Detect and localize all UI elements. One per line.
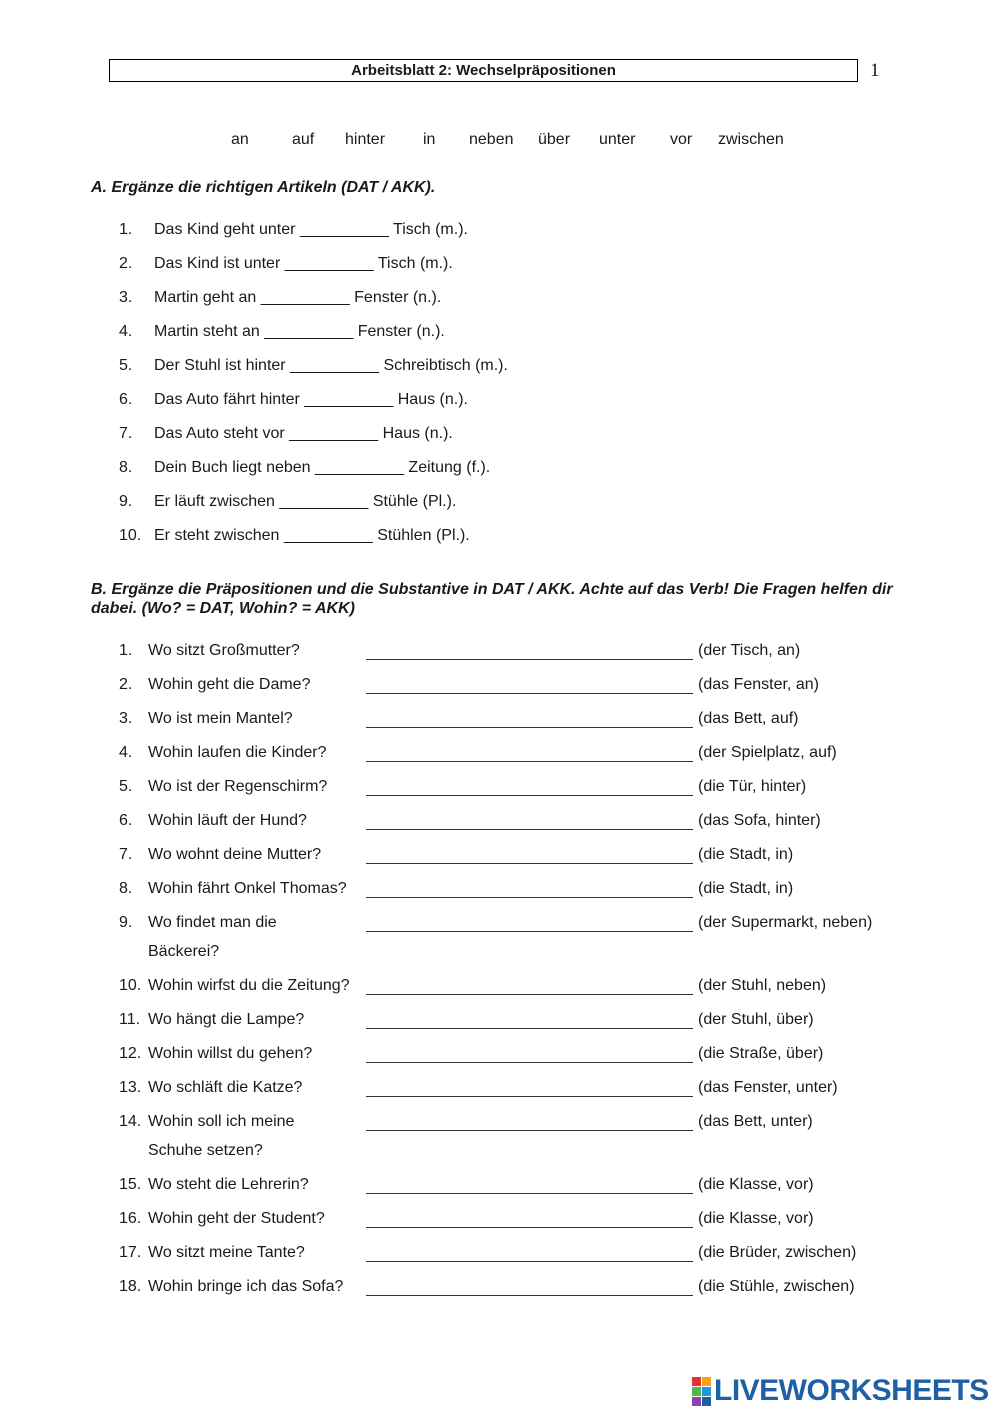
item-number: 9.: [119, 493, 133, 510]
item-question: Wohin läuft der Hund?: [148, 812, 307, 829]
item-number: 4.: [119, 323, 133, 340]
item-hint: (das Fenster, unter): [698, 1079, 838, 1096]
item-hint: (das Bett, auf): [698, 710, 799, 727]
answer-blank[interactable]: [366, 761, 693, 762]
word-bank-item: an: [231, 131, 249, 148]
item-question: Wo ist der Regenschirm?: [148, 778, 328, 795]
item-text: Er läuft zwischen __________ Stühle (Pl.).: [154, 493, 457, 510]
worksheet-title: Arbeitsblatt 2: Wechselpräpositionen: [109, 59, 858, 82]
item-number: 8.: [119, 459, 133, 476]
liveworksheets-logo: [692, 1375, 989, 1407]
item-number: 9.: [119, 914, 133, 931]
word-bank-item: zwischen: [718, 131, 784, 148]
item-number: 1.: [119, 221, 133, 238]
word-bank-item: neben: [469, 131, 514, 148]
item-question: Wohin soll ich meine Schuhe setzen?: [148, 1113, 295, 1159]
answer-blank[interactable]: [366, 693, 693, 694]
section-b-heading: B. Ergänze die Präpositionen und die Substantive in DAT / AKK. Achte auf das Verb! Die Fragen helfen dir dabei. (Wo? = DAT, Wohin? = AKK): [91, 581, 893, 617]
answer-blank[interactable]: [366, 1130, 693, 1131]
item-hint: (der Stuhl, über): [698, 1011, 814, 1028]
answer-blank[interactable]: [366, 659, 693, 660]
item-hint: (die Straße, über): [698, 1045, 824, 1062]
answer-blank[interactable]: [366, 1261, 693, 1262]
item-number: 10.: [119, 977, 142, 994]
word-bank-item: über: [538, 131, 571, 148]
answer-blank[interactable]: [366, 727, 693, 728]
item-number: 12.: [119, 1045, 142, 1062]
item-question: Wohin laufen die Kinder?: [148, 744, 327, 761]
item-number: 4.: [119, 744, 133, 761]
item-number: 5.: [119, 357, 133, 374]
answer-blank[interactable]: [366, 1062, 693, 1063]
answer-blank[interactable]: [366, 1028, 693, 1029]
word-bank-item: in: [423, 131, 436, 148]
item-text: Das Auto steht vor __________ Haus (n.).: [154, 425, 453, 442]
item-question: Wohin willst du gehen?: [148, 1045, 313, 1062]
item-question: Wohin bringe ich das Sofa?: [148, 1278, 344, 1295]
logo-mark-icon: [692, 1377, 711, 1406]
item-question: Wo findet man die Bäckerei?: [148, 914, 277, 960]
item-number: 17.: [119, 1244, 142, 1261]
item-number: 18.: [119, 1278, 142, 1295]
item-hint: (die Tür, hinter): [698, 778, 807, 795]
logo-block: [702, 1387, 711, 1396]
logo-block: [702, 1397, 711, 1406]
answer-blank[interactable]: [366, 1193, 693, 1194]
item-number: 2.: [119, 255, 133, 272]
item-number: 13.: [119, 1079, 142, 1096]
item-hint: (die Stadt, in): [698, 880, 794, 897]
item-question: Wohin wirfst du die Zeitung?: [148, 977, 350, 994]
answer-blank[interactable]: [366, 994, 693, 995]
item-text: Der Stuhl ist hinter __________ Schreibtisch (m.).: [154, 357, 508, 374]
item-number: 8.: [119, 880, 133, 897]
item-question: Wo hängt die Lampe?: [148, 1011, 305, 1028]
logo-block: [702, 1377, 711, 1386]
logo-text: LIVEWORKSHEETS: [714, 1374, 989, 1407]
item-number: 15.: [119, 1176, 142, 1193]
item-question: Wohin geht die Dame?: [148, 676, 311, 693]
item-number: 1.: [119, 642, 133, 659]
item-question: Wo sitzt meine Tante?: [148, 1244, 305, 1261]
word-bank-item: vor: [670, 131, 693, 148]
word-bank-item: unter: [599, 131, 636, 148]
item-text: Dein Buch liegt neben __________ Zeitung (f.).: [154, 459, 491, 476]
logo-block: [692, 1387, 701, 1396]
word-bank-item: auf: [292, 131, 315, 148]
answer-blank[interactable]: [366, 931, 693, 932]
item-number: 3.: [119, 289, 133, 306]
item-number: 14.: [119, 1113, 142, 1130]
item-question: Wohin fährt Onkel Thomas?: [148, 880, 347, 897]
item-number: 5.: [119, 778, 133, 795]
item-hint: (die Klasse, vor): [698, 1176, 814, 1193]
item-hint: (das Sofa, hinter): [698, 812, 821, 829]
answer-blank[interactable]: [366, 897, 693, 898]
logo-block: [692, 1377, 701, 1386]
item-hint: (die Brüder, zwischen): [698, 1244, 857, 1261]
item-number: 6.: [119, 812, 133, 829]
item-number: 7.: [119, 425, 133, 442]
item-hint: (die Stühle, zwischen): [698, 1278, 855, 1295]
item-hint: (die Stadt, in): [698, 846, 794, 863]
item-hint: (die Klasse, vor): [698, 1210, 814, 1227]
item-text: Das Kind ist unter __________ Tisch (m.).: [154, 255, 453, 272]
answer-blank[interactable]: [366, 1227, 693, 1228]
item-number: 3.: [119, 710, 133, 727]
item-number: 6.: [119, 391, 133, 408]
item-question: Wo wohnt deine Mutter?: [148, 846, 322, 863]
item-text: Er steht zwischen __________ Stühlen (Pl.).: [154, 527, 470, 544]
item-question: Wo sitzt Großmutter?: [148, 642, 300, 659]
answer-blank[interactable]: [366, 1096, 693, 1097]
item-hint: (der Tisch, an): [698, 642, 801, 659]
item-question: Wo ist mein Mantel?: [148, 710, 293, 727]
item-question: Wo schläft die Katze?: [148, 1079, 303, 1096]
logo-block: [692, 1397, 701, 1406]
item-question: Wo steht die Lehrerin?: [148, 1176, 309, 1193]
item-text: Martin steht an __________ Fenster (n.).: [154, 323, 445, 340]
item-hint: (das Bett, unter): [698, 1113, 813, 1130]
page-number: 1: [870, 60, 880, 81]
item-text: Martin geht an __________ Fenster (n.).: [154, 289, 442, 306]
item-text: Das Kind geht unter __________ Tisch (m.).: [154, 221, 468, 238]
item-hint: (der Supermarkt, neben): [698, 914, 873, 931]
answer-blank[interactable]: [366, 829, 693, 830]
answer-blank[interactable]: [366, 863, 693, 864]
item-hint: (das Fenster, an): [698, 676, 819, 693]
item-number: 10.: [119, 527, 142, 544]
item-text: Das Auto fährt hinter __________ Haus (n.).: [154, 391, 468, 408]
preposition-word-bank: [0, 131, 1000, 151]
item-question: Wohin geht der Student?: [148, 1210, 325, 1227]
section-a-heading: A. Ergänze die richtigen Artikeln (DAT / AKK).: [91, 179, 436, 196]
item-hint: (der Stuhl, neben): [698, 977, 827, 994]
item-number: 16.: [119, 1210, 142, 1227]
item-number: 11.: [119, 1011, 141, 1028]
item-number: 7.: [119, 846, 133, 863]
answer-blank[interactable]: [366, 1295, 693, 1296]
item-hint: (der Spielplatz, auf): [698, 744, 837, 761]
item-number: 2.: [119, 676, 133, 693]
answer-blank[interactable]: [366, 795, 693, 796]
word-bank-item: hinter: [345, 131, 386, 148]
